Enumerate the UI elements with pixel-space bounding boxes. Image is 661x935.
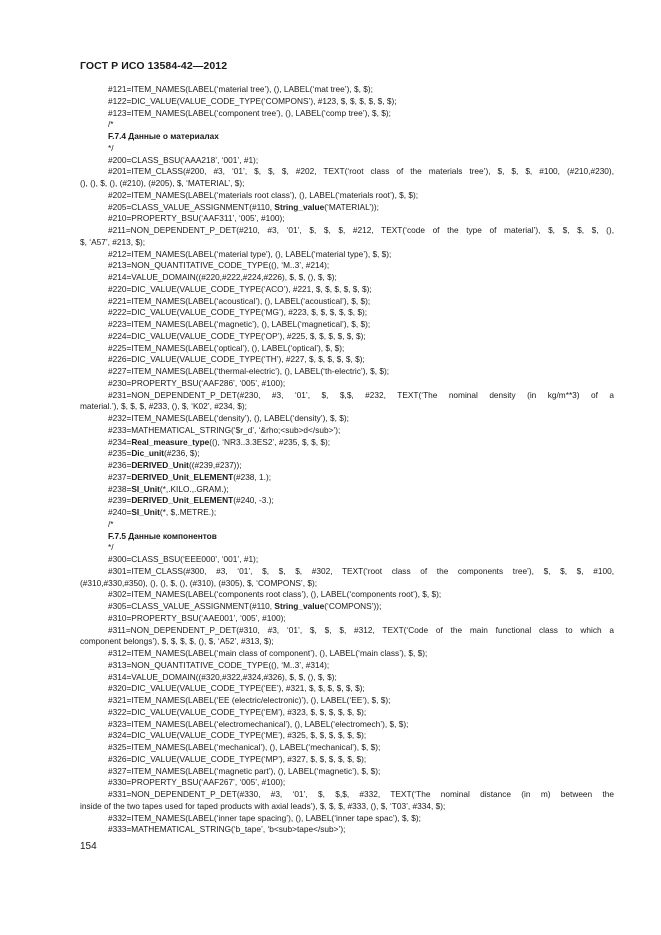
- code-line: inside of the two tapes used for taped products with axial leads’), $, $, $, #333, (), $, ‘T03’, #334, $);: [80, 800, 446, 811]
- code-line: #200=CLASS_BSU(‘AAA218’, ‘001’, #1);: [108, 154, 259, 165]
- code-line: #333=MATHEMATICAL_STRING(‘b_tape’, ‘b<sub>tape</sub>’);: [108, 824, 346, 835]
- code-line: #310=PROPERTY_BSU(‘AAE001’, ‘005’, #100);: [108, 612, 286, 623]
- code-line: #312=ITEM_NAMES(LABEL(‘main class of component’), (), LABEL(‘main class’), $, $);: [108, 648, 428, 658]
- code-line: (), (), $, (), (#210), (#205), $, ‘MATERIAL’, $);: [80, 178, 245, 188]
- code-line: #305=CLASS_VALUE_ASSIGNMENT(#110, String_value(‘COMPONS’));: [108, 601, 382, 611]
- code-line: #327=ITEM_NAMES(LABEL(‘magnetic part’), (), LABEL(‘magnetic’), $, $);: [108, 765, 381, 776]
- code-line: #210=PROPERTY_BSU(‘AAF311’, ‘005’, #100);: [108, 213, 285, 224]
- code-line: #212=ITEM_NAMES(LABEL(‘material type’), (), LABEL(‘material type’), $, $);: [108, 248, 392, 259]
- keyword: Real_measure_type: [131, 436, 210, 447]
- code-line: #223=ITEM_NAMES(LABEL(‘magnetic’), (), LABEL(‘magnetical’), $, $);: [108, 319, 371, 329]
- code-line: #227=ITEM_NAMES(LABEL(‘thermal-electric’), (), LABEL(‘th-electric’), $, $);: [108, 366, 390, 376]
- code-line: component belongs’), $, $, $, $, (), $, ‘A52’, #313, $);: [80, 636, 274, 647]
- section-heading: F.7.5 Данные компонентов: [108, 530, 217, 541]
- code-line: #322=DIC_VALUE(VALUE_CODE_TYPE(‘EM’), #323, $, $, $, $, $, $);: [108, 706, 367, 717]
- code-line: #326=DIC_VALUE(VALUE_CODE_TYPE(‘MP’), #327, $, $, $, $, $, $);: [108, 753, 367, 764]
- code-line: /*: [108, 518, 114, 529]
- page-header: ГОСТ Р ИСО 13584-42—2012: [80, 60, 228, 72]
- keyword: Dic_unit: [131, 448, 165, 459]
- keyword: String_value: [274, 601, 325, 611]
- code-line: #236=DERIVED_Unit((#239,#237));: [108, 460, 242, 470]
- code-line: #234=Real_measure_type((), ‘NR3..3.3ES2’, #235, $, $, $);: [108, 436, 331, 447]
- code-line: #202=ITEM_NAMES(LABEL(‘materials root class’), (), LABEL(‘materials root’), $, $);: [108, 189, 419, 200]
- code-line: #226=DIC_VALUE(VALUE_CODE_TYPE(‘TH’), #227, $, $, $, $, $, $);: [108, 354, 365, 365]
- code-line: #321=ITEM_NAMES(LABEL(‘EE (electric/electronic)’), (), LABEL(‘EE’), $, $);: [108, 695, 391, 705]
- code-line: #122=DIC_VALUE(VALUE_CODE_TYPE(‘COMPONS’), #123, $, $, $, $, $, $);: [108, 95, 397, 106]
- keyword: DERIVED_Unit_ELEMENT: [131, 471, 234, 482]
- code-line: #332=ITEM_NAMES(LABEL(‘inner tape spacing’), (), LABEL(‘inner tape spac’), $, $);: [108, 812, 421, 823]
- code-line: */: [108, 142, 114, 153]
- code-line: (#310,#330,#350), (), (), $, (), (#310), (#305), $, ‘COMPONS’, $);: [80, 577, 318, 588]
- code-line: #233=MATHEMATICAL_STRING(‘$r_d’, ‘&rho;<sub>d</sub>’);: [108, 424, 341, 435]
- section-heading: F.7.4 Данные о материалах: [108, 131, 219, 141]
- code-line: #231=NON_DEPENDENT_P_DET(#230, #3, ‘01’, $, $,$, #232, TEXT(‘The nominal density (in kg/m**3) of a: [108, 389, 614, 400]
- code-line: #323=ITEM_NAMES(LABEL(‘electromechanical’), (), LABEL(‘electromech’), $, $);: [108, 718, 409, 729]
- code-line: #300=CLASS_BSU(‘EEE000’, ‘001’, #1);: [108, 554, 259, 564]
- code-line: #224=DIC_VALUE(VALUE_CODE_TYPE(‘OP’), #225, $, $, $, $, $, $);: [108, 330, 366, 341]
- code-line: #324=DIC_VALUE(VALUE_CODE_TYPE(‘ME’), #325, $, $, $, $, $, $);: [108, 730, 367, 741]
- keyword: DERIVED_Unit: [131, 460, 189, 470]
- code-line: #235=Dic_unit(#236, $);: [108, 448, 200, 459]
- code-line: #213=NON_QUANTITATIVE_CODE_TYPE((), ‘M..3’, #214);: [108, 260, 330, 271]
- code-line: $, ‘A57’, #213, $);: [80, 236, 146, 247]
- document-body: [80, 84, 614, 836]
- code-line: #302=ITEM_NAMES(LABEL(‘components root class’), (), LABEL(‘components root’), $, $);: [108, 589, 442, 600]
- code-line: #221=ITEM_NAMES(LABEL(‘acoustical’), (), LABEL(‘acoustical’), $, $);: [108, 295, 371, 306]
- code-line: #211=NON_DEPENDENT_P_DET(#210, #3, ‘01’, $, $, $, #212, TEXT(‘code of the type of material’), $, $, $, $, (),: [108, 225, 614, 235]
- code-line: #214=VALUE_DOMAIN((#220,#222,#224,#226), $, $, (), $, $);: [108, 272, 337, 282]
- code-line: #301=ITEM_CLASS(#300, #3, ‘01’, $, $, $, #302, TEXT(‘root class of the components tree’), $, $, $, #100,: [108, 565, 614, 576]
- code-line: #330=PROPERTY_BSU(‘AAF267’, ‘005’, #100);: [108, 777, 286, 788]
- keyword: SI_Unit: [131, 483, 160, 494]
- code-line: #313=NON_QUANTITATIVE_CODE_TYPE((), ‘M..3’, #314);: [108, 659, 330, 670]
- code-line: #123=ITEM_NAMES(LABEL(‘component tree’), (), LABEL(‘comp tree’), $, $);: [108, 107, 391, 118]
- keyword: DERIVED_Unit_ELEMENT: [131, 495, 234, 506]
- code-line: #230=PROPERTY_BSU(‘AAF286’, ‘005’, #100);: [108, 377, 286, 388]
- keyword: String_value: [274, 201, 325, 212]
- code-line: #232=ITEM_NAMES(LABEL(‘density’), (), LABEL(‘density’), $, $);: [108, 413, 349, 423]
- code-line: #237=DERIVED_Unit_ELEMENT(#238, 1.);: [108, 471, 272, 482]
- code-line: #240=SI_Unit(*, $,.METRE.);: [108, 507, 217, 517]
- code-line: #225=ITEM_NAMES(LABEL(‘optical’), (), LABEL(‘optical’), $, $);: [108, 342, 345, 353]
- code-line: #201=ITEM_CLASS(#200, #3, ‘01’, $, $, $, #202, TEXT(‘root class of the materials tree’), $, $, $, #100, (#210,#230),: [108, 166, 614, 177]
- code-line: #222=DIC_VALUE(VALUE_CODE_TYPE(‘MG’), #223, $, $, $, $, $, $);: [108, 307, 368, 318]
- code-line: #320=DIC_VALUE(VALUE_CODE_TYPE(‘EE’), #321, $, $, $, $, $, $);: [108, 683, 365, 694]
- code-line: #121=ITEM_NAMES(LABEL(‘material tree’), (), LABEL(‘mat tree’), $, $);: [108, 84, 373, 94]
- keyword: SI_Unit: [131, 507, 160, 517]
- code-line: material.’), $, $, $, #233, (), $, ‘K02’, #234, $);: [80, 401, 247, 412]
- code-line: #311=NON_DEPENDENT_P_DET(#310, #3, ‘01’, $, $, $, #312, TEXT(‘Code of the main functional class to which a: [108, 624, 614, 635]
- page-number: 154: [80, 841, 97, 852]
- code-line: */: [108, 542, 114, 553]
- code-line: /*: [108, 119, 114, 130]
- code-line: #220=DIC_VALUE(VALUE_CODE_TYPE(‘ACO’), #221, $, $, $, $, $, $);: [108, 283, 372, 294]
- code-line: #239=DERIVED_Unit_ELEMENT(#240, -3.);: [108, 495, 274, 506]
- code-line: #238=SI_Unit(*,.KILO.,.GRAM.);: [108, 483, 229, 494]
- code-line: #205=CLASS_VALUE_ASSIGNMENT(#110, String_value(‘MATERIAL’));: [108, 201, 379, 212]
- code-line: #325=ITEM_NAMES(LABEL(‘mechanical’), (), LABEL(‘mechanical’), $, $);: [108, 742, 381, 752]
- code-line: #331=NON_DEPENDENT_P_DET(#330, #3, ‘01’, $, $,$, #332, TEXT(‘The nominal distance (in m) between the: [108, 789, 614, 799]
- code-line: #314=VALUE_DOMAIN((#320,#322,#324,#326), $, $, (), $, $);: [108, 671, 337, 682]
